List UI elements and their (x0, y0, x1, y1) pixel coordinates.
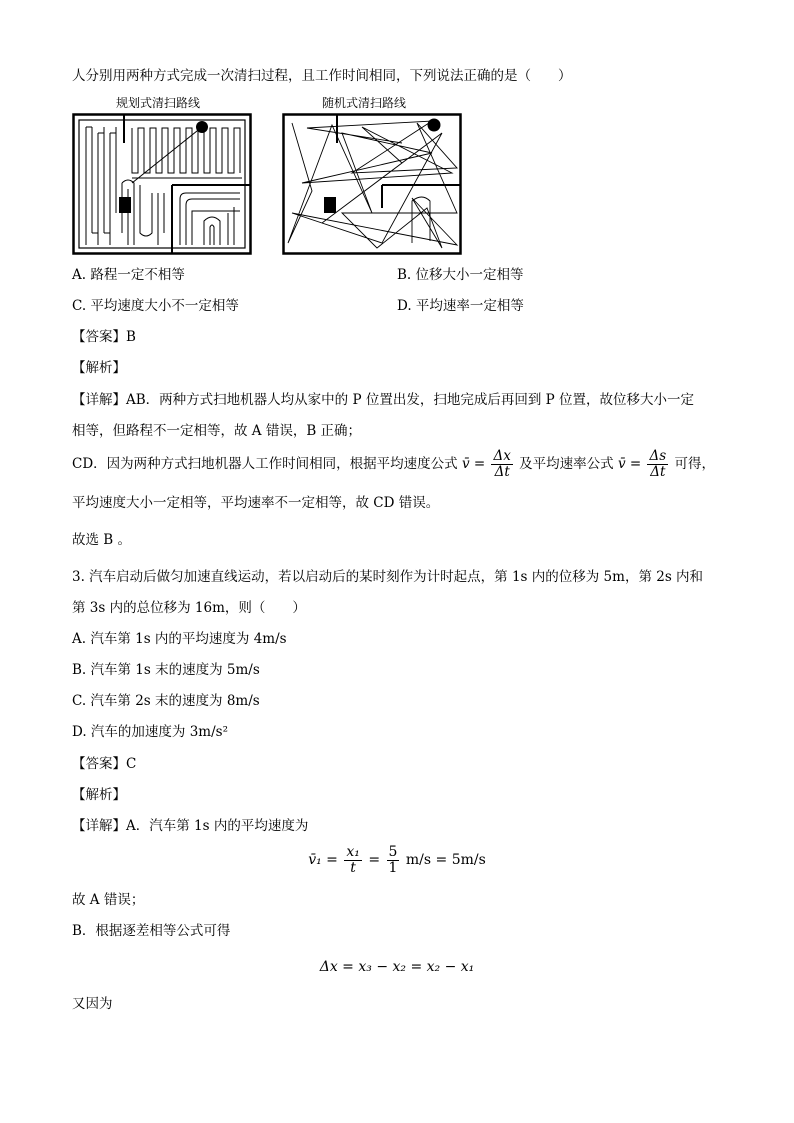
q3-eq1-fraction-2-denominator: 1 (388, 859, 398, 876)
q3-analysis-label: 【解析】 (72, 787, 126, 803)
planned-cleaning-route-figure (72, 113, 252, 255)
q2-detail-text-mid: 及平均速率公式 (519, 456, 614, 472)
q2-detail-text-post: 可得， (674, 456, 715, 472)
q2-analysis-label: 【解析】 (72, 360, 126, 376)
q3-b-line: B．根据逐差相等公式可得 (72, 923, 231, 939)
q3-eq1-fraction-1 (344, 845, 362, 876)
velocity-fraction (491, 449, 512, 480)
q2-answer: 【答案】B (72, 329, 136, 345)
speed-fraction (647, 449, 668, 480)
figure-right-caption: 随机式清扫路线 (322, 96, 407, 110)
q3-and: 又因为 (72, 996, 113, 1012)
q2-option-b: B. 位移大小一定相等 (397, 267, 524, 283)
q3-a-wrong: 故 A 错误； (72, 892, 145, 908)
q3-option-b: B. 汽车第 1s 末的速度为 5m/s (72, 662, 260, 678)
q3-line-1: 3. 汽车启动后做匀加速直线运动，若以启动后的某时刻作为计时起点，第 1s 内的位移为 5m，第 2s 内和 (72, 569, 704, 585)
question-2-intro: 人分别用两种方式完成一次清扫过程，且工作时间相同，下列说法正确的是（ ） (72, 68, 572, 84)
q3-line-2: 第 3s 内的总位移为 16m，则（ ） (72, 600, 306, 616)
velocity-fraction-numerator: Δx (493, 448, 511, 464)
q3-eq1-fraction-1-numerator: x₁ (346, 843, 360, 860)
average-velocity-symbol: v̄ = (461, 456, 486, 472)
q3-option-d: D. 汽车的加速度为 3m/s² (72, 724, 228, 740)
q2-detail-line-1: 【详解】AB．两种方式扫地机器人均从家中的 P 位置出发，扫地完成后再回到 P 位置，故位移大小一定 (72, 392, 695, 408)
q3-eq1-rhs: m/s = 5m/s (405, 852, 486, 868)
average-speed-symbol: v̄ = (617, 456, 642, 472)
q2-option-c: C. 平均速度大小不一定相等 (72, 298, 239, 314)
q2-option-d: D. 平均速率一定相等 (397, 298, 524, 314)
q3-eq1-lhs: v̄₁ = (308, 852, 338, 868)
q3-equation-1: v̄₁ = $\frac{\text{x₁}}{t}$ = $\frac{5}{1}$ m/s = 5m/s (308, 843, 486, 876)
q2-detail-text-pre: CD．因为两种方式扫地机器人工作时间相同，根据平均速度公式 (72, 456, 458, 472)
q2-option-a: A. 路程一定不相等 (72, 267, 185, 283)
q2-choose: 故选 B 。 (72, 532, 132, 548)
q3-answer: 【答案】C (72, 756, 137, 772)
velocity-fraction-denominator: Δt (494, 464, 510, 480)
q3-detail-line-1: 【详解】A．汽车第 1s 内的平均速度为 (72, 818, 309, 834)
random-cleaning-route-figure (282, 113, 462, 255)
q3-option-a: A. 汽车第 1s 内的平均速度为 4m/s (72, 631, 287, 647)
speed-fraction-denominator: Δt (650, 464, 666, 480)
q3-eq1-fraction-1-denominator: t (350, 859, 356, 876)
q2-detail-line-2: 相等，但路程不一定相等，故 A 错误，B 正确； (72, 423, 362, 439)
q3-option-c: C. 汽车第 2s 末的速度为 8m/s (72, 693, 260, 709)
q3-equation-2: Δx = x₃ − x₂ = x₂ − x₁ (319, 959, 475, 975)
q2-detail-line-4: 平均速度大小一定相等，平均速率不一定相等，故 CD 错误。 (72, 495, 440, 511)
speed-fraction-numerator: Δs (649, 448, 667, 464)
q2-detail-line-3 (72, 448, 715, 480)
figure-left-caption: 规划式清扫路线 (116, 96, 201, 110)
q3-eq1-fraction-2 (387, 845, 400, 876)
q3-eq1-fraction-2-numerator: 5 (388, 843, 398, 860)
